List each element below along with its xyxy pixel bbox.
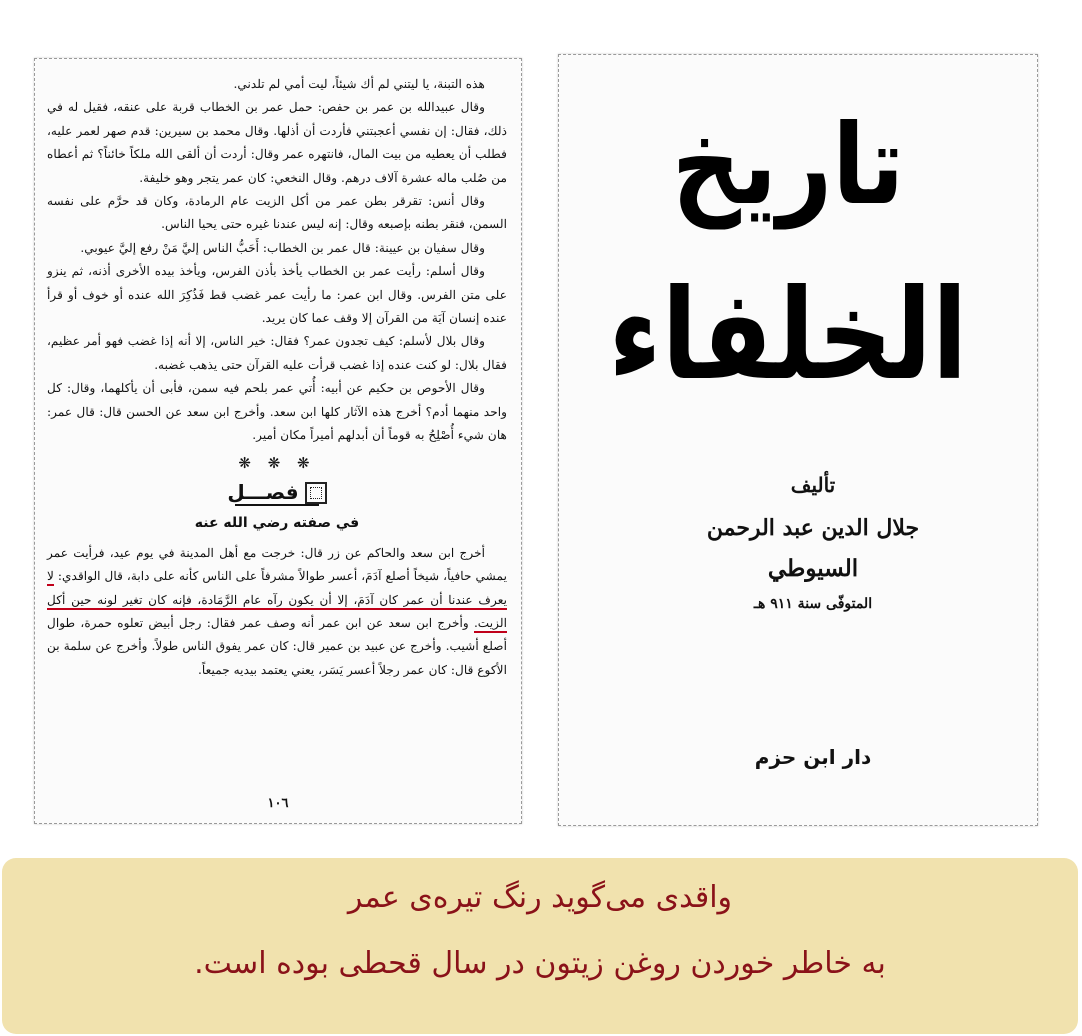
title-line-2: الخلفاء <box>608 261 968 409</box>
paragraph: وقال عبيدالله بن عمر بن حفص: حمل عمر بن الخطاب قربة على عنقه، فقيل له في ذلك، فقال: إن نفسي أعجبتني فأردت أن أذلها. وقال محمد بن سيرين: قدم صهر لعمر عليه، فطلب أن يعطيه من بيت المال، فانتهره عمر وقال: أردت أن ألقى الله ملكاً خائناً؟ ثم أعطاه من صُلب ماله عشرة آلاف درهم. وقال النخعي: كان عمر يتجر وهو خليفة. <box>47 100 507 185</box>
paragraph: وقال سفيان بن عيينة: قال عمر بن الخطاب: أَحَبُّ الناس إليَّ مَنْ رفع إليَّ عيوبي. <box>80 240 485 255</box>
title-line-1: تاريخ <box>671 100 905 230</box>
book-title <box>599 95 977 409</box>
highlighted-passage: لا يعرف عندنا أن عمر كان آدَمَ، إلا أن يكون رآه عام الرَّمَادة، فإنه كان تغير لونه حين أكل الزيت. <box>47 569 507 633</box>
paragraph: وقال الأحوص بن حكيم عن أبيه: أُتي عمر بلحم فيه سمن، فأبى أن يأكلهما، وقال: كل واحد منهما أدم؟ أخرج هذه الآثار كلها ابن سعد. وأخرج ابن سعد عن الحسن قال: قال عمر: هان شيء أُصْلِحُ به قوماً أن أبدلهم أميراً مكان أمير. <box>47 381 507 443</box>
paragraph-text-c: وأخرج ابن سعد عن ابن عمر أنه وصف عمر فقال: رجل أبيض تعلوه حمرة، طوال أصلع أشيب. وأخرج عن عبيد بن عمير قال: كان عمر يفوق الناس طولاً. وأخرج عن سلمة بن الأكوع قال: كان عمر رجلاً أعسر يَسَر، يعني يعتمد بيديه جميعاً. <box>47 616 507 677</box>
caption-line-1: واقدی می‌گوید رنگ تیره‌ی عمر <box>347 880 733 915</box>
section-paragraph <box>47 542 507 682</box>
author-nisba: السيوطي <box>767 555 859 582</box>
section-subtitle: في صفته رضي الله عنه <box>194 515 360 532</box>
paragraph-text-a: أخرج ابن سعد والحاكم عن زر قال: خرجت مع أهل المدينة في يوم عيد، فرأيت عمر يمشي حافياً، شيخاً أصلع آدَمَ، أعسر طوالاً مشرفاً على الناس كأنه على دابة، قال الواقدي: <box>47 545 507 584</box>
paragraph: هذه التبنة، يا ليتني لم أك شيئاً، ليت أمي لم تلدني. <box>233 77 485 91</box>
publisher-logo: دار ابن حزم <box>754 745 872 769</box>
book-title-page <box>558 54 1038 826</box>
page-number: ١٠٦ <box>267 796 289 811</box>
paragraph: وقال أسلم: رأيت عمر بن الخطاب يأخذ بأذن الفرس، ويأخذ بيده الأخرى أذنه، ثم ينزو على متن الفرس. وقال ابن عمر: ما رأيت عمر غضب قط فَذُكِرَ الله عنده أو خوف أو قرأ عنده إنسان آيَة من القرآن إلا وقف عما كان يريد. <box>47 264 507 326</box>
death-date: المتوفّى سنة ٩١١ هـ <box>753 596 873 612</box>
section-separator: ❋ ❋ ❋ <box>238 453 316 472</box>
left-book-page <box>34 58 522 824</box>
page-body-text <box>47 73 507 682</box>
paragraph: وقال بلال لأسلم: كيف تجدون عمر؟ فقال: خير الناس، إلا أنه إذا غضب فهو أمر عظيم، فقال بلال: لو كنت عنده إذا غضب قرأت عليه القرآن حتى يذهب غضبه. <box>47 334 507 372</box>
paragraph: وقال أنس: تقرقر بطن عمر من أكل الزيت عام الرمادة، وكان قد حرَّم على نفسه السمن، فنقر بطنه بإصبعه وقال: إنه ليس عندنا غيره حتى يحيا الناس. <box>47 194 507 232</box>
author-block <box>619 473 1007 612</box>
caption-line-2: به خاطر خوردن روغن زیتون در سال قحطی بوده است. <box>194 946 886 981</box>
authorship-label: تأليف <box>790 473 836 497</box>
ornament-icon <box>305 482 327 504</box>
title-underline <box>235 504 319 506</box>
caption-box <box>2 858 1078 1034</box>
author-name: جلال الدين عبد الرحمن <box>706 515 920 541</box>
section-title: فصـــل <box>227 479 299 504</box>
section-heading <box>47 481 507 505</box>
